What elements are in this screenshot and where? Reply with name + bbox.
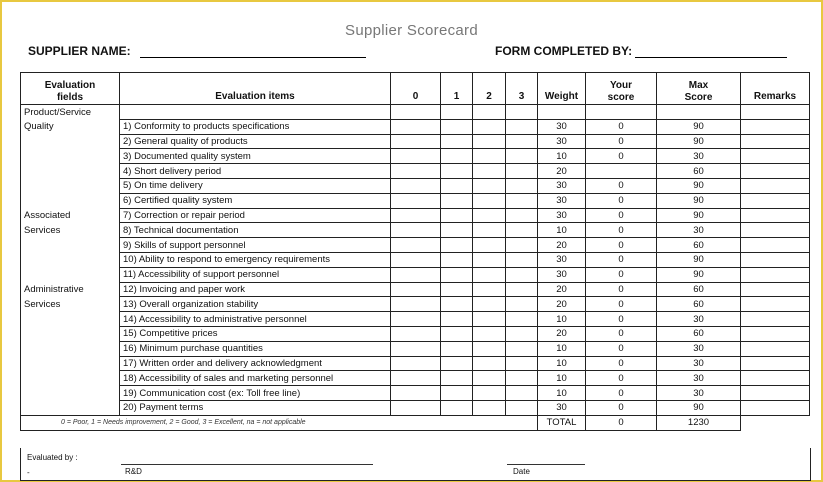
row-weight: 30 — [538, 252, 586, 267]
date-label: Date — [513, 467, 530, 476]
row-your-score[interactable]: 0 — [586, 400, 657, 415]
table-row — [21, 386, 810, 401]
table-row — [21, 193, 810, 208]
row-score-2-cell[interactable] — [473, 193, 506, 208]
row-score-0-cell[interactable] — [391, 312, 441, 327]
row-weight: 10 — [538, 371, 586, 386]
row-score-3-cell[interactable] — [506, 386, 538, 401]
row-score-3-cell[interactable] — [506, 341, 538, 356]
row-max-score: 60 — [657, 164, 741, 179]
row-evaluation-item: 2) General quality of products — [120, 134, 391, 149]
table-row — [21, 149, 810, 164]
table-row — [21, 297, 810, 312]
total-label: TOTAL — [538, 415, 586, 430]
row-evaluation-item: 6) Certified quality system — [120, 193, 391, 208]
row-score-3-cell[interactable] — [506, 356, 538, 371]
row-remarks-cell[interactable] — [741, 356, 810, 371]
row-score-1-cell[interactable] — [441, 238, 473, 253]
row-score-0-cell[interactable] — [391, 149, 441, 164]
supplier-name-label: SUPPLIER NAME: — [28, 44, 131, 58]
row-evaluation-field: Quality — [21, 119, 120, 134]
row-max-score: 60 — [657, 326, 741, 341]
row-max-score: 90 — [657, 400, 741, 415]
row-score-0-cell[interactable] — [391, 252, 441, 267]
row-score-1-cell[interactable] — [441, 105, 473, 120]
row-score-2-cell[interactable] — [473, 164, 506, 179]
row-your-score[interactable] — [586, 105, 657, 120]
row-evaluation-item: 9) Skills of support personnel — [120, 238, 391, 253]
row-your-score[interactable]: 0 — [586, 312, 657, 327]
row-score-0-cell[interactable] — [391, 238, 441, 253]
row-evaluation-item: 20) Payment terms — [120, 400, 391, 415]
row-score-0-cell[interactable] — [391, 105, 441, 120]
row-score-1-cell[interactable] — [441, 149, 473, 164]
form-completed-line[interactable] — [635, 45, 787, 58]
row-score-0-cell[interactable] — [391, 208, 441, 223]
row-score-2-cell[interactable] — [473, 341, 506, 356]
row-score-3-cell[interactable] — [506, 223, 538, 238]
row-max-score: 30 — [657, 386, 741, 401]
row-remarks-cell[interactable] — [741, 164, 810, 179]
row-remarks-cell[interactable] — [741, 119, 810, 134]
row-max-score: 90 — [657, 267, 741, 282]
row-score-1-cell[interactable] — [441, 267, 473, 282]
row-weight: 30 — [538, 119, 586, 134]
row-remarks-cell[interactable] — [741, 223, 810, 238]
row-score-2-cell[interactable] — [473, 119, 506, 134]
header-weight: Weight — [538, 73, 586, 105]
row-remarks-cell[interactable] — [741, 267, 810, 282]
row-score-0-cell[interactable] — [391, 341, 441, 356]
header-score-1: 1 — [441, 73, 473, 105]
row-max-score: 30 — [657, 312, 741, 327]
row-score-2-cell[interactable] — [473, 297, 506, 312]
row-your-score[interactable]: 0 — [586, 326, 657, 341]
row-max-score: 30 — [657, 149, 741, 164]
row-score-1-cell[interactable] — [441, 356, 473, 371]
row-score-1-cell[interactable] — [441, 164, 473, 179]
row-score-1-cell[interactable] — [441, 282, 473, 297]
row-your-score[interactable]: 0 — [586, 238, 657, 253]
row-remarks-cell[interactable] — [741, 341, 810, 356]
row-your-score[interactable]: 0 — [586, 134, 657, 149]
row-weight: 30 — [538, 193, 586, 208]
row-score-0-cell[interactable] — [391, 119, 441, 134]
row-evaluation-field — [21, 312, 120, 327]
row-score-0-cell[interactable] — [391, 164, 441, 179]
table-row — [21, 267, 810, 282]
row-weight: 20 — [538, 297, 586, 312]
table-row — [21, 238, 810, 253]
row-score-3-cell[interactable] — [506, 134, 538, 149]
total-your-score: 0 — [586, 415, 657, 430]
row-score-2-cell[interactable] — [473, 386, 506, 401]
table-row — [21, 371, 810, 386]
row-evaluation-item: 12) Invoicing and paper work — [120, 282, 391, 297]
row-remarks-cell[interactable] — [741, 400, 810, 415]
row-your-score[interactable]: 0 — [586, 386, 657, 401]
row-your-score[interactable]: 0 — [586, 252, 657, 267]
row-remarks-cell[interactable] — [741, 149, 810, 164]
row-score-0-cell[interactable] — [391, 356, 441, 371]
row-score-2-cell[interactable] — [473, 149, 506, 164]
row-evaluation-field — [21, 252, 120, 267]
evaluated-by-dash: - — [27, 468, 30, 477]
row-remarks-cell[interactable] — [741, 326, 810, 341]
score-legend: 0 = Poor, 1 = Needs improvement, 2 = Good, 3 = Excellent, na = not applicable — [21, 415, 538, 430]
row-score-3-cell[interactable] — [506, 312, 538, 327]
row-weight: 10 — [538, 312, 586, 327]
table-row — [21, 252, 810, 267]
row-score-2-cell[interactable] — [473, 223, 506, 238]
row-score-1-cell[interactable] — [441, 371, 473, 386]
row-max-score — [657, 105, 741, 120]
row-score-2-cell[interactable] — [473, 371, 506, 386]
row-score-0-cell[interactable] — [391, 400, 441, 415]
table-row — [21, 119, 810, 134]
row-weight: 20 — [538, 326, 586, 341]
row-your-score[interactable]: 0 — [586, 119, 657, 134]
row-score-1-cell[interactable] — [441, 326, 473, 341]
row-weight — [538, 105, 586, 120]
row-score-2-cell[interactable] — [473, 326, 506, 341]
row-score-3-cell[interactable] — [506, 238, 538, 253]
header-score-3: 3 — [506, 73, 538, 105]
row-max-score: 90 — [657, 193, 741, 208]
row-evaluation-item: 1) Conformity to products specifications — [120, 119, 391, 134]
row-score-0-cell[interactable] — [391, 297, 441, 312]
row-evaluation-item: 19) Communication cost (ex: Toll free line) — [120, 386, 391, 401]
row-evaluation-field: Associated — [21, 208, 120, 223]
row-score-2-cell[interactable] — [473, 400, 506, 415]
row-score-1-cell[interactable] — [441, 252, 473, 267]
row-evaluation-item: 5) On time delivery — [120, 178, 391, 193]
table-row — [21, 208, 810, 223]
row-score-1-cell[interactable] — [441, 178, 473, 193]
row-score-2-cell[interactable] — [473, 105, 506, 120]
row-evaluation-field — [21, 134, 120, 149]
row-remarks-cell[interactable] — [741, 252, 810, 267]
table-row — [21, 178, 810, 193]
row-score-1-cell[interactable] — [441, 208, 473, 223]
header-max-score: Max Score — [657, 73, 741, 105]
row-evaluation-field — [21, 193, 120, 208]
table-row — [21, 134, 810, 149]
row-score-2-cell[interactable] — [473, 238, 506, 253]
row-score-1-cell[interactable] — [441, 223, 473, 238]
header-remarks: Remarks — [741, 73, 810, 105]
row-evaluation-field — [21, 267, 120, 282]
row-max-score: 30 — [657, 356, 741, 371]
row-max-score: 60 — [657, 282, 741, 297]
row-score-3-cell[interactable] — [506, 282, 538, 297]
row-score-2-cell[interactable] — [473, 252, 506, 267]
header-score-0: 0 — [391, 73, 441, 105]
row-evaluation-item: 4) Short delivery period — [120, 164, 391, 179]
row-weight: 20 — [538, 282, 586, 297]
row-evaluation-item: 8) Technical documentation — [120, 223, 391, 238]
row-score-3-cell[interactable] — [506, 208, 538, 223]
header-evaluation-fields: Evaluation fields — [21, 73, 120, 105]
row-score-1-cell[interactable] — [441, 312, 473, 327]
row-weight: 20 — [538, 238, 586, 253]
row-evaluation-item: 14) Accessibility to administrative personnel — [120, 312, 391, 327]
row-evaluation-item: 13) Overall organization stability — [120, 297, 391, 312]
row-weight: 10 — [538, 223, 586, 238]
row-score-1-cell[interactable] — [441, 297, 473, 312]
row-score-0-cell[interactable] — [391, 371, 441, 386]
row-score-2-cell[interactable] — [473, 134, 506, 149]
table-row — [21, 312, 810, 327]
row-remarks-cell[interactable] — [741, 282, 810, 297]
row-remarks-cell[interactable] — [741, 386, 810, 401]
table-header-row — [21, 73, 810, 105]
row-weight: 10 — [538, 341, 586, 356]
row-score-3-cell[interactable] — [506, 105, 538, 120]
row-score-0-cell[interactable] — [391, 178, 441, 193]
row-remarks-cell[interactable] — [741, 193, 810, 208]
row-score-0-cell[interactable] — [391, 267, 441, 282]
row-max-score: 30 — [657, 223, 741, 238]
row-evaluation-field: Product/Service — [21, 105, 120, 120]
row-weight: 10 — [538, 356, 586, 371]
row-your-score[interactable]: 0 — [586, 282, 657, 297]
row-remarks-cell[interactable] — [741, 178, 810, 193]
row-remarks-cell[interactable] — [741, 238, 810, 253]
header-your-score: Your score — [586, 73, 657, 105]
row-score-3-cell[interactable] — [506, 400, 538, 415]
row-evaluation-field — [21, 326, 120, 341]
page-title: Supplier Scorecard — [345, 22, 478, 39]
row-your-score[interactable]: 0 — [586, 193, 657, 208]
row-your-score[interactable]: 0 — [586, 356, 657, 371]
row-evaluation-item: 3) Documented quality system — [120, 149, 391, 164]
row-your-score[interactable]: 0 — [586, 208, 657, 223]
row-evaluation-field — [21, 356, 120, 371]
row-score-2-cell[interactable] — [473, 312, 506, 327]
row-remarks-cell[interactable] — [741, 208, 810, 223]
row-max-score: 30 — [657, 371, 741, 386]
row-score-3-cell[interactable] — [506, 267, 538, 282]
row-weight: 30 — [538, 400, 586, 415]
row-weight: 10 — [538, 149, 586, 164]
row-remarks-cell[interactable] — [741, 312, 810, 327]
table-row — [21, 356, 810, 371]
row-score-3-cell[interactable] — [506, 119, 538, 134]
row-max-score: 90 — [657, 178, 741, 193]
row-your-score[interactable]: 0 — [586, 371, 657, 386]
row-score-0-cell[interactable] — [391, 223, 441, 238]
row-max-score: 90 — [657, 134, 741, 149]
row-score-3-cell[interactable] — [506, 164, 538, 179]
header-evaluation-items: Evaluation items — [120, 73, 391, 105]
supplier-name-line[interactable] — [140, 45, 366, 58]
row-weight: 10 — [538, 386, 586, 401]
total-max-score: 1230 — [657, 415, 741, 430]
row-max-score: 90 — [657, 119, 741, 134]
header-score-2: 2 — [473, 73, 506, 105]
row-your-score[interactable]: 0 — [586, 341, 657, 356]
row-remarks-cell[interactable] — [741, 134, 810, 149]
row-your-score[interactable]: 0 — [586, 223, 657, 238]
row-evaluation-item: 17) Written order and delivery acknowledgment — [120, 356, 391, 371]
form-completed-field — [495, 44, 787, 58]
row-score-1-cell[interactable] — [441, 341, 473, 356]
row-score-2-cell[interactable] — [473, 208, 506, 223]
row-evaluation-field — [21, 164, 120, 179]
row-your-score[interactable]: 0 — [586, 149, 657, 164]
row-your-score[interactable]: 0 — [586, 297, 657, 312]
row-score-3-cell[interactable] — [506, 326, 538, 341]
rd-signature-line[interactable] — [121, 464, 373, 465]
row-evaluation-field — [21, 400, 120, 415]
row-weight: 30 — [538, 134, 586, 149]
total-remarks-empty — [741, 415, 810, 430]
row-score-1-cell[interactable] — [441, 193, 473, 208]
row-remarks-cell[interactable] — [741, 105, 810, 120]
row-score-0-cell[interactable] — [391, 134, 441, 149]
row-evaluation-item: 16) Minimum purchase quantities — [120, 341, 391, 356]
row-score-0-cell[interactable] — [391, 326, 441, 341]
rd-label: R&D — [125, 467, 142, 476]
row-evaluation-item: 11) Accessibility of support personnel — [120, 267, 391, 282]
row-score-1-cell[interactable] — [441, 134, 473, 149]
row-evaluation-item: 7) Correction or repair period — [120, 208, 391, 223]
row-your-score[interactable]: 0 — [586, 178, 657, 193]
row-weight: 30 — [538, 178, 586, 193]
row-weight: 30 — [538, 267, 586, 282]
row-weight: 30 — [538, 208, 586, 223]
row-evaluation-item — [120, 105, 391, 120]
evaluation-table — [20, 72, 810, 431]
row-evaluation-field — [21, 371, 120, 386]
row-weight: 20 — [538, 164, 586, 179]
row-evaluation-field — [21, 178, 120, 193]
row-evaluation-field — [21, 149, 120, 164]
row-evaluation-field — [21, 386, 120, 401]
row-score-2-cell[interactable] — [473, 267, 506, 282]
row-evaluation-field: Services — [21, 297, 120, 312]
table-row — [21, 400, 810, 415]
row-score-1-cell[interactable] — [441, 400, 473, 415]
row-score-3-cell[interactable] — [506, 193, 538, 208]
row-evaluation-field — [21, 238, 120, 253]
row-max-score: 60 — [657, 238, 741, 253]
row-score-3-cell[interactable] — [506, 149, 538, 164]
row-your-score[interactable] — [586, 164, 657, 179]
row-evaluation-field — [21, 341, 120, 356]
table-row — [21, 223, 810, 238]
table-row — [21, 326, 810, 341]
supplier-name-field — [28, 44, 366, 58]
row-evaluation-item: 10) Ability to respond to emergency requirements — [120, 252, 391, 267]
row-evaluation-field: Administrative — [21, 282, 120, 297]
row-score-2-cell[interactable] — [473, 356, 506, 371]
row-score-3-cell[interactable] — [506, 178, 538, 193]
row-your-score[interactable]: 0 — [586, 267, 657, 282]
row-max-score: 60 — [657, 297, 741, 312]
row-score-1-cell[interactable] — [441, 386, 473, 401]
row-score-0-cell[interactable] — [391, 282, 441, 297]
form-completed-label: FORM COMPLETED BY: — [495, 44, 633, 58]
row-score-3-cell[interactable] — [506, 297, 538, 312]
total-row — [21, 415, 810, 430]
row-max-score: 30 — [657, 341, 741, 356]
row-evaluation-field: Services — [21, 223, 120, 238]
table-row — [21, 282, 810, 297]
row-max-score: 90 — [657, 208, 741, 223]
row-score-2-cell[interactable] — [473, 178, 506, 193]
evaluated-by-label: Evaluated by : — [27, 453, 78, 462]
row-max-score: 90 — [657, 252, 741, 267]
evaluated-by-section — [20, 448, 811, 481]
row-evaluation-item: 18) Accessibility of sales and marketing personnel — [120, 371, 391, 386]
row-remarks-cell[interactable] — [741, 297, 810, 312]
date-line[interactable] — [507, 464, 585, 465]
row-score-1-cell[interactable] — [441, 119, 473, 134]
row-remarks-cell[interactable] — [741, 371, 810, 386]
row-score-0-cell[interactable] — [391, 193, 441, 208]
row-score-2-cell[interactable] — [473, 282, 506, 297]
table-row — [21, 164, 810, 179]
table-row — [21, 341, 810, 356]
row-score-3-cell[interactable] — [506, 371, 538, 386]
row-evaluation-item: 15) Competitive prices — [120, 326, 391, 341]
row-score-0-cell[interactable] — [391, 386, 441, 401]
row-score-3-cell[interactable] — [506, 252, 538, 267]
table-row — [21, 105, 810, 120]
